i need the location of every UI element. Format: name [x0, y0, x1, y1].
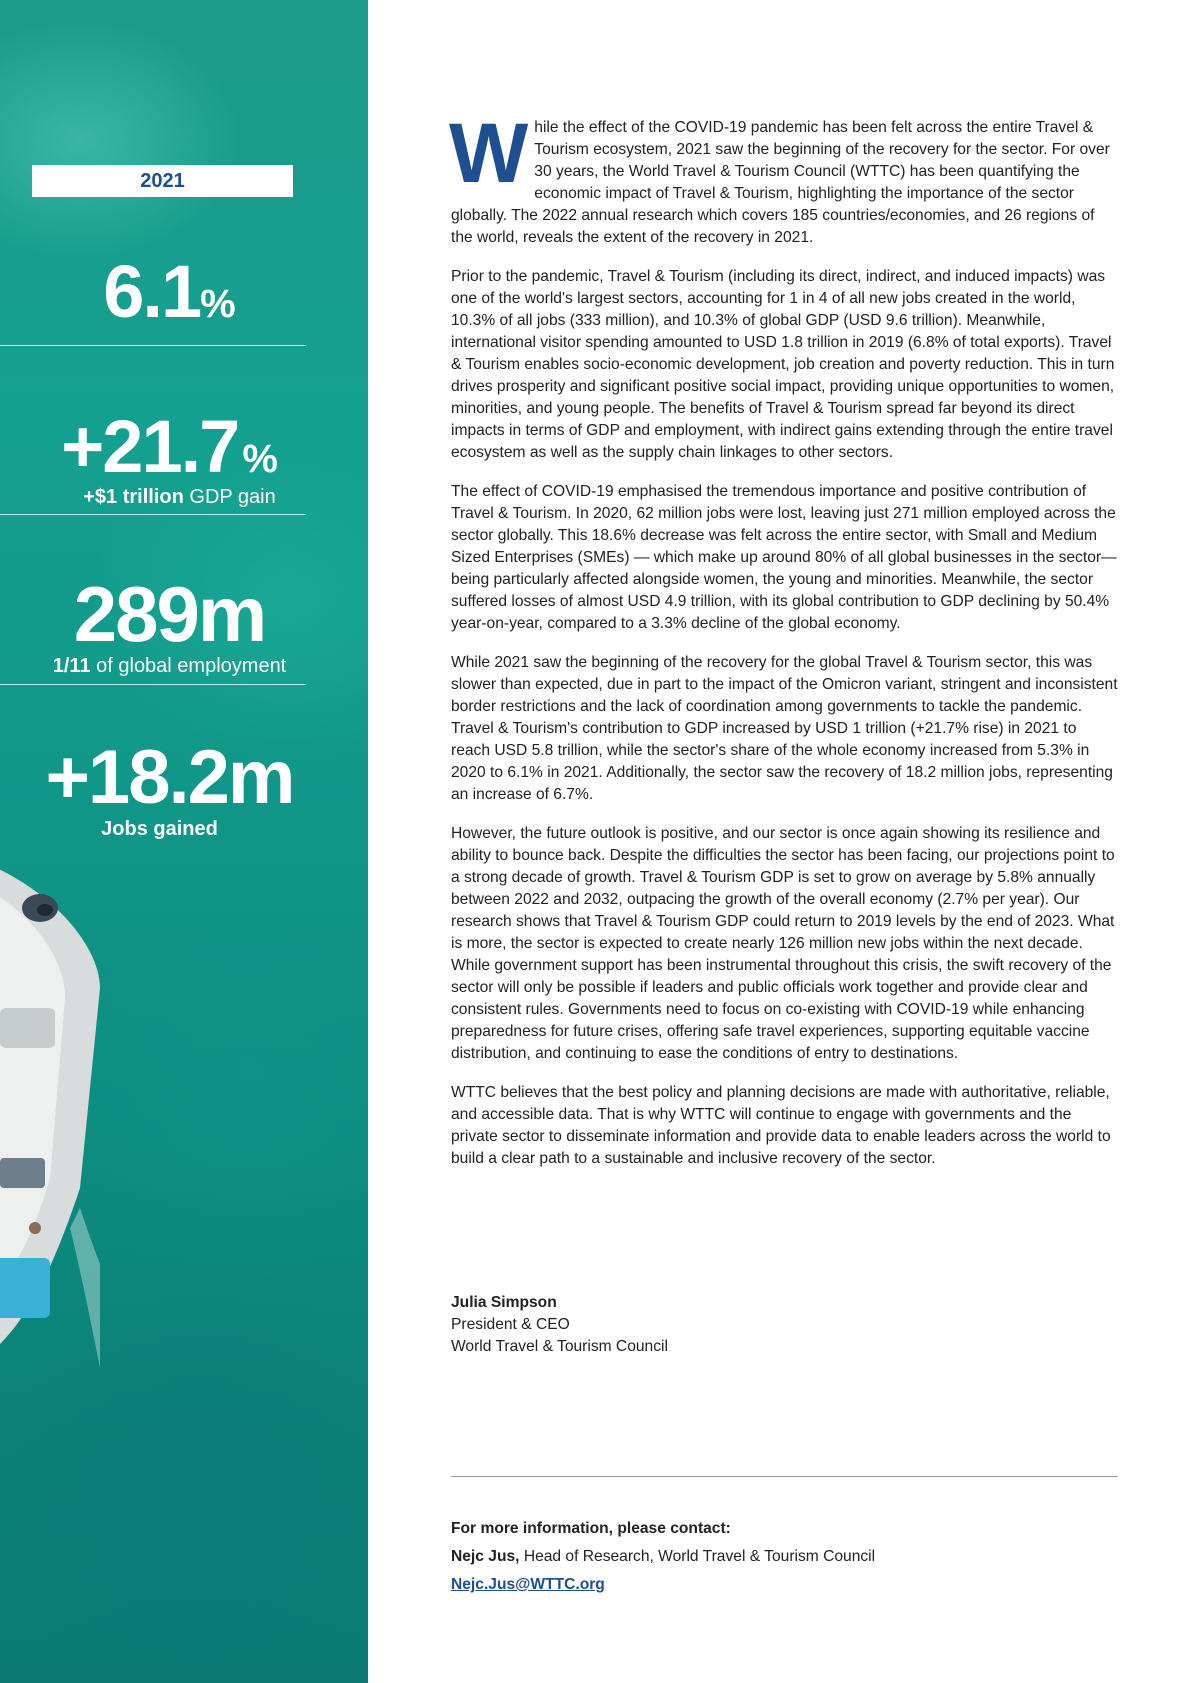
- boat-image: [0, 848, 100, 1368]
- signature-org: World Travel & Tourism Council: [451, 1338, 668, 1355]
- contact-role: Head of Research, World Travel & Tourism Council: [519, 1548, 876, 1565]
- stat-gdp-share-value: 6.1: [103, 250, 201, 333]
- stat-employment-caption: [0, 655, 339, 678]
- stat-jobs-gained-caption-bold: Jobs gained: [101, 818, 218, 840]
- contact-name: Nejc Jus,: [451, 1548, 520, 1565]
- signature-name: Julia Simpson: [451, 1294, 557, 1311]
- drop-cap: W: [449, 106, 529, 200]
- paragraph-1-text: hile the effect of the COVID-19 pandemic has been felt across the entire Travel & Tourism ecosystem, 2021 saw the beginning of the recovery for the sector. For over 30 years, the World Travel & Tourism Council (WTTC) has been quantifying the economic impact of Travel & Tourism, highlighting the importance of the sector globally. The 2022 annual research which covers 185 countries/economies, and 26 regions of the world, reveals the extent of the recovery in 2021.: [451, 119, 1110, 246]
- stat-gdp-growth: [0, 405, 339, 509]
- year-label: 2021: [32, 165, 293, 197]
- contact-person: [451, 1543, 875, 1571]
- paragraph-6: WTTC believes that the best policy and planning decisions are made with authoritative, reliable, and accessible data. That is why WTTC will continue to engage with governments and the private sector to disseminate information and provide data to enable leaders across the world to build a clear path to a sustainable and inclusive recovery of the sector.: [451, 1084, 1111, 1167]
- stat-gdp-growth-caption-bold: +$1 trillion: [83, 486, 184, 508]
- contact-block: [451, 1515, 875, 1599]
- contact-email-link[interactable]: Nejc.Jus@WTTC.org: [451, 1576, 605, 1593]
- stat-employment-value: 289m: [73, 570, 266, 658]
- contact-heading: For more information, please contact:: [451, 1520, 731, 1537]
- stat-gdp-share-unit: %: [200, 282, 236, 326]
- paragraph-5: However, the future outlook is positive, and our sector is once again showing its resilience and ability to bounce back. Despite the difficulties the sector has been facing, our projections point to a strong decade of growth. Travel & Tourism GDP is set to grow on average by 5.8% annually between 2022 and 2032, outpacing the growth of the overall economy (2.7% per year). Our research shows that Travel & Tourism GDP could return to 2019 levels by the end of 2023. What is more, the sector is expected to create nearly 126 million new jobs within the next decade. While government support has been instrumental throughout this crisis, the swift recovery of the sector will only be possible if leaders and public officials work together and provide clear and consistent rules. Governments need to focus on co-existing with COVID-19 while enhancing preparedness for future crises, offering safe travel experiences, supporting equitable vaccine distribution, and continuing to ease the conditions of entry to destinations.: [451, 825, 1115, 1062]
- stat-gdp-share: [0, 250, 339, 333]
- stat-divider: [0, 345, 306, 346]
- paragraph-2: Prior to the pandemic, Travel & Tourism (including its direct, indirect, and induced impacts) was one of the world's largest sectors, accounting for 1 in 4 of all new jobs created in the world, 10.3% of all jobs (333 million), and 10.3% of global GDP (USD 9.6 trillion). Meanwhile, international visitor spending amounted to USD 1.8 trillion in 2019 (6.8% of total exports). Travel & Tourism enables socio-economic development, job creation and poverty reduction. This in turn drives prosperity and significant positive social impact, providing unique opportunities to women, minorities, and young people. The benefits of Travel & Tourism spread far beyond its direct impacts in terms of GDP and employment, with indirect gains extending through the entire travel ecosystem as well as the supply chain linkages to other sectors.: [451, 268, 1115, 461]
- stat-divider: [0, 514, 306, 515]
- sidebar-ocean-image: [0, 0, 368, 1683]
- paragraph-3: The effect of COVID-19 emphasised the tremendous importance and positive contribution of Travel & Tourism. In 2020, 62 million jobs were lost, leaving just 271 million employed across the sector globally. This 18.6% decrease was felt across the entire sector, with Small and Medium Sized Enterprises (SMEs) — which make up around 80% of all global businesses in the sector— being particularly affected alongside women, the young and minorities. Meanwhile, the sector suffered losses of almost USD 4.9 trillion, with its global contribution to GDP declining by 50.4% year-on-year, compared to a 3.3% decline of the global economy.: [451, 483, 1117, 632]
- stat-gdp-growth-unit: %: [242, 437, 278, 481]
- signature-title: President & CEO: [451, 1316, 570, 1333]
- stat-divider: [0, 684, 306, 685]
- stat-employment-caption-bold: 1/11: [52, 655, 91, 677]
- stat-gdp-growth-caption: [20, 486, 339, 509]
- signature-block: [451, 1292, 668, 1358]
- stat-employment: [0, 570, 339, 678]
- foreword-letter: [449, 106, 1118, 1187]
- section-divider: [451, 1476, 1118, 1477]
- paragraph-4: While 2021 saw the beginning of the recovery for the global Travel & Tourism sector, this was slower than expected, due in part to the impact of the Omicron variant, stringent and inconsistent border restrictions and the lack of coordination among governments to tackle the pandemic. Travel & Tourism's contribution to GDP increased by USD 1 trillion (+21.7% rise) in 2021 to reach USD 5.8 trillion, while the sector's share of the whole economy increased from 5.3% in 2020 to 6.1% in 2021. Additionally, the sector saw the recovery of 18.2 million jobs, representing an increase of 6.7%.: [451, 654, 1118, 803]
- stat-gdp-growth-caption-rest: GDP gain: [183, 486, 276, 508]
- stat-jobs-gained-value: +18.2m: [45, 735, 294, 820]
- stat-gdp-growth-value: +21.7: [61, 405, 239, 488]
- paragraph-1: [449, 106, 1118, 249]
- stat-jobs-gained-caption: [0, 818, 339, 841]
- stat-employment-caption-rest: of global employment: [90, 655, 287, 677]
- stat-jobs-gained: [0, 735, 339, 841]
